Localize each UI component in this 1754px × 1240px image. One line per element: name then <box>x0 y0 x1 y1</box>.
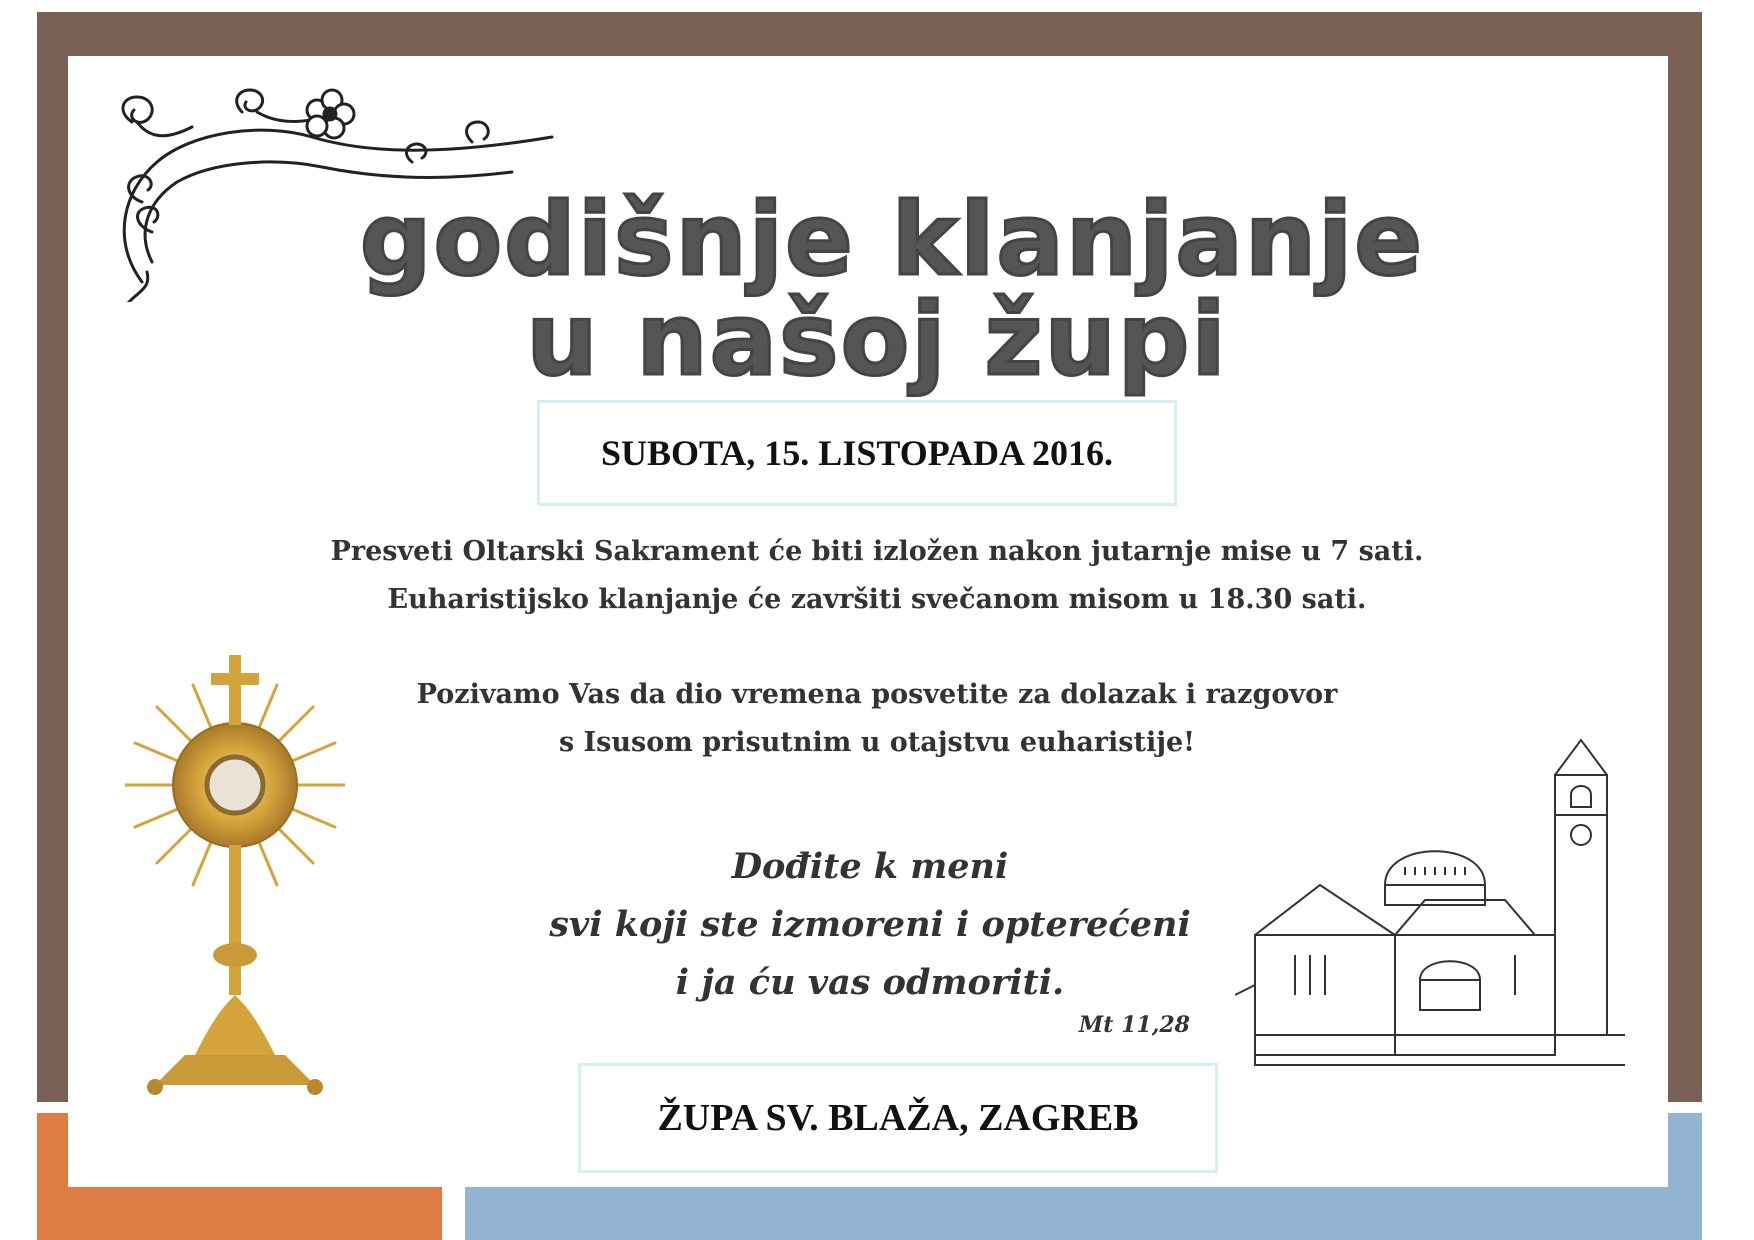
invitation-line-2: s Isusom prisutnim u otajstvu euharistije! <box>558 727 1196 758</box>
quote-citation: Mt 11,28 <box>1078 1012 1190 1038</box>
scripture-quote <box>520 838 1220 1012</box>
parish-box <box>578 1063 1218 1173</box>
date-box <box>537 400 1177 506</box>
quote-line-1: Dođite k meni <box>731 846 1009 887</box>
title-line-1: godišnje klanjanje <box>359 181 1425 298</box>
info-line-1: Presveti Oltarski Sakrament će biti izložen nakon jutarnje mise u 7 sati. <box>330 536 1424 567</box>
title-line-2: u našoj župi <box>526 281 1228 398</box>
info-paragraph <box>0 528 1754 624</box>
quote-line-3: i ja ću vas odmoriti. <box>675 962 1065 1003</box>
parish-text: ŽUPA SV. BLAŽA, ZAGREB <box>657 1097 1139 1139</box>
info-line-2: Euharistijsko klanjanje će završiti svečanom misom u 18.30 sati. <box>387 584 1367 615</box>
monstrance-icon <box>125 655 345 1105</box>
quote-line-2: svi koji ste izmoreni i opterećeni <box>549 904 1191 945</box>
invitation-line-1: Pozivamo Vas da dio vremena posvetite za dolazak i razgovor <box>416 679 1338 710</box>
date-text: SUBOTA, 15. LISTOPADA 2016. <box>600 433 1114 473</box>
church-sketch-icon <box>1235 735 1635 1080</box>
